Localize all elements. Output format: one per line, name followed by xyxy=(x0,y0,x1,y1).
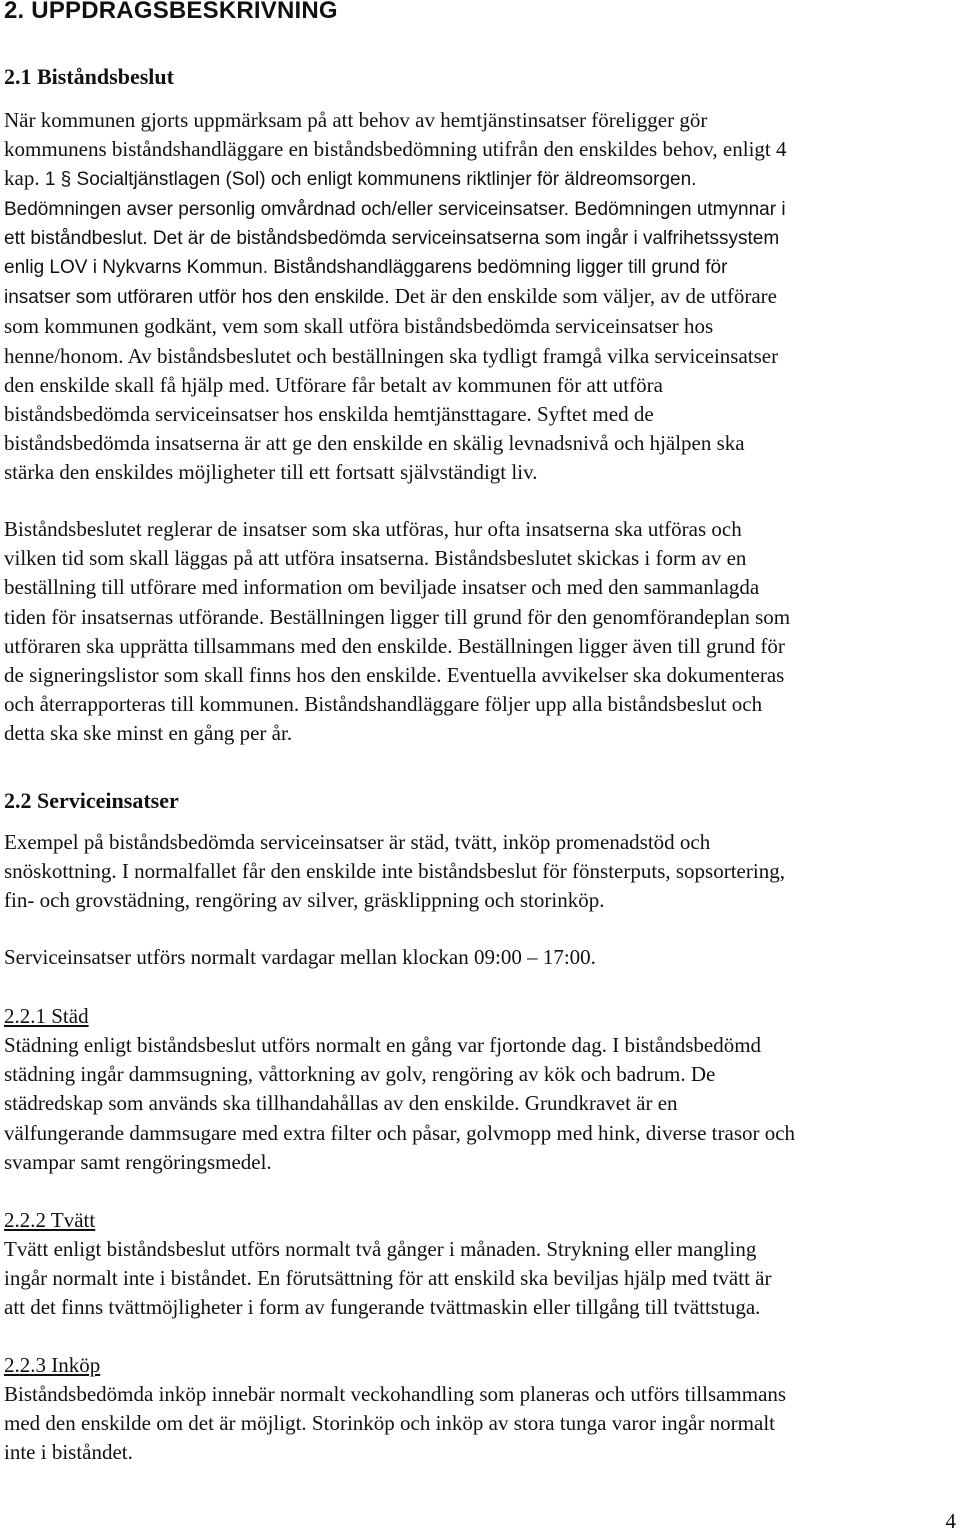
text-line: ett biståndbeslut. Det är de biståndsbedömda serviceinsatserna som ingår i valfrihetssystem xyxy=(4,227,780,249)
text-line: de signeringslistor som skall finns hos den enskilde. Eventuella avvikelser ska dokumenteras xyxy=(4,663,785,688)
section-heading-2-1: 2.1 Biståndsbeslut xyxy=(4,64,174,89)
text-line xyxy=(4,164,960,194)
text-line: Städning enligt biståndsbeslut utförs normalt en gång var fjortonde dag. I biståndsbedömd xyxy=(4,1033,762,1057)
text-line: städredskap som används ska tillhandahållas av den enskilde. Grundkravet är en xyxy=(4,1091,678,1116)
text-line: utföraren ska upprätta tillsammans med den enskilde. Beställningen ligger även till grund för xyxy=(4,633,785,658)
text-line: fin- och grovstädning, rengöring av silver, gräsklippning och storinköp. xyxy=(4,888,605,913)
text-line: snöskottning. I normalfallet får den enskilde inte biståndsbeslut för fönsterputs, sopsortering, xyxy=(4,859,785,884)
text-line: med den enskilde om det är möjligt. Storinköp och inköp av stora tunga varor ingår normalt xyxy=(4,1411,776,1436)
paragraph-2-2-examples xyxy=(4,828,960,916)
chapter-title: 2. UPPDRAGSBESKRIVNING xyxy=(4,0,338,24)
text-line: Tvätt enligt biståndsbeslut utförs normalt två gånger i månaden. Strykning eller mangling xyxy=(4,1237,757,1261)
text-fragment: 1 § Socialtjänstlagen (Sol) och enligt kommunens riktlinjer för äldreomsorgen. xyxy=(44,169,697,191)
text-line: Biståndsbedömda inköp innebär normalt veckohandling som planeras och utförs tillsammans xyxy=(4,1382,787,1406)
text-fragment: Det är den enskilde som väljer, av de utförare xyxy=(389,284,777,309)
paragraph-2-2-3-shopping xyxy=(4,1380,960,1468)
text-line xyxy=(4,282,960,312)
text-line: den enskilde skall få hjälp med. Utförare får betalt av kommunen för att utföra xyxy=(4,372,663,397)
text-line: tiden för insatsernas utförande. Beställningen ligger till grund för den genomförandeplan som xyxy=(4,604,791,629)
text-line: Bedömningen avser personlig omvårdnad och/eller serviceinsatser. Bedömningen utmynnar i xyxy=(4,198,786,220)
text-line: Biståndsbeslutet reglerar de insatser som ska utföras, hur ofta insatserna ska utföras och xyxy=(4,517,742,541)
text-fragment: insatser som utföraren utför hos den enskilde. xyxy=(4,287,390,309)
text-line: ingår normalt inte i bistånd​et. En förutsättning för att enskild ska beviljas hjälp med tvätt är xyxy=(4,1266,772,1291)
text-line: och återrapporteras till kommunen. Biståndshandläggare följer upp alla biståndsbeslut och xyxy=(4,692,763,717)
section-heading-2-2-3: 2.2.3 Inköp xyxy=(4,1353,101,1377)
text-line: När kommunen gjorts uppmärksam på att behov av hemtjänstinsatser föreligger gör xyxy=(4,108,708,132)
text-line: inte i biståndet. xyxy=(4,1440,133,1465)
text-fragment: kap. xyxy=(4,166,45,191)
section-heading-2-2-2: 2.2.2 Tvätt xyxy=(4,1208,96,1232)
text-line: detta ska ske minst en gång per år. xyxy=(4,721,293,746)
paragraph-2-2-1-cleaning xyxy=(4,1031,960,1177)
text-line: svampar samt rengöringsmedel. xyxy=(4,1149,272,1174)
paragraph-2-1-intro xyxy=(4,106,960,488)
text-line: välfungerande dammsugare med extra filter och påsar, golvmopp med hink, diverse trasor och xyxy=(4,1120,796,1145)
text-line: stärka den enskildes möjligheter till ett fortsatt självständigt liv. xyxy=(4,460,538,485)
section-heading-2-2-1: 2.2.1 Städ xyxy=(4,1004,89,1028)
text-line: beställning till utförare med information om beviljade insatser och med den sammanlagda xyxy=(4,575,760,600)
text-line: som kommunen godkänt, vem som skall utföra biståndsbedömda serviceinsatser hos xyxy=(4,314,714,339)
text-line: vilken tid som skall läggas på att utföra insatserna. Biståndsbeslutet skickas i form av en xyxy=(4,546,747,571)
text-line: biståndsbedömda insatserna är att ge den enskilde en skälig levnadsnivå och hjälpen ska xyxy=(4,431,745,456)
text-line: kommunens biståndshandläggare en biståndsbedömning utifrån den enskildes behov, enligt 4 xyxy=(4,137,787,162)
paragraph-2-1-decision xyxy=(4,515,960,749)
text-line: enlig LOV i Nykvarns Kommun. Biståndshandläggarens bedömning ligger till grund för xyxy=(4,257,728,279)
text-line: biståndsbedömda serviceinsatser hos enskilda hemtjänsttagare. Syftet med de xyxy=(4,402,654,427)
text-line: att det finns tvättmöjligheter i form av fungerande tvättmaskin eller tillgång till tvättstuga. xyxy=(4,1295,761,1320)
paragraph-2-2-hours xyxy=(4,943,960,972)
text-line: Serviceinsatser utförs normalt vardagar mellan klockan 09:00 – 17:00. xyxy=(4,945,596,969)
text-line: städning ingår dammsugning, våttorkning av golv, rengöring av kök och badrum. De xyxy=(4,1062,716,1087)
text-line: henne/honom. Av biståndsbeslutet och beställningen ska tydligt framgå vilka serviceinsatser xyxy=(4,343,779,368)
section-heading-2-2: 2.2 Serviceinsatser xyxy=(4,788,179,813)
page-number: 4 xyxy=(945,1509,956,1533)
text-line: Exempel på biståndsbedömda serviceinsatser är städ, tvätt, inköp promenadstöd och xyxy=(4,830,711,854)
paragraph-2-2-2-laundry xyxy=(4,1235,960,1323)
